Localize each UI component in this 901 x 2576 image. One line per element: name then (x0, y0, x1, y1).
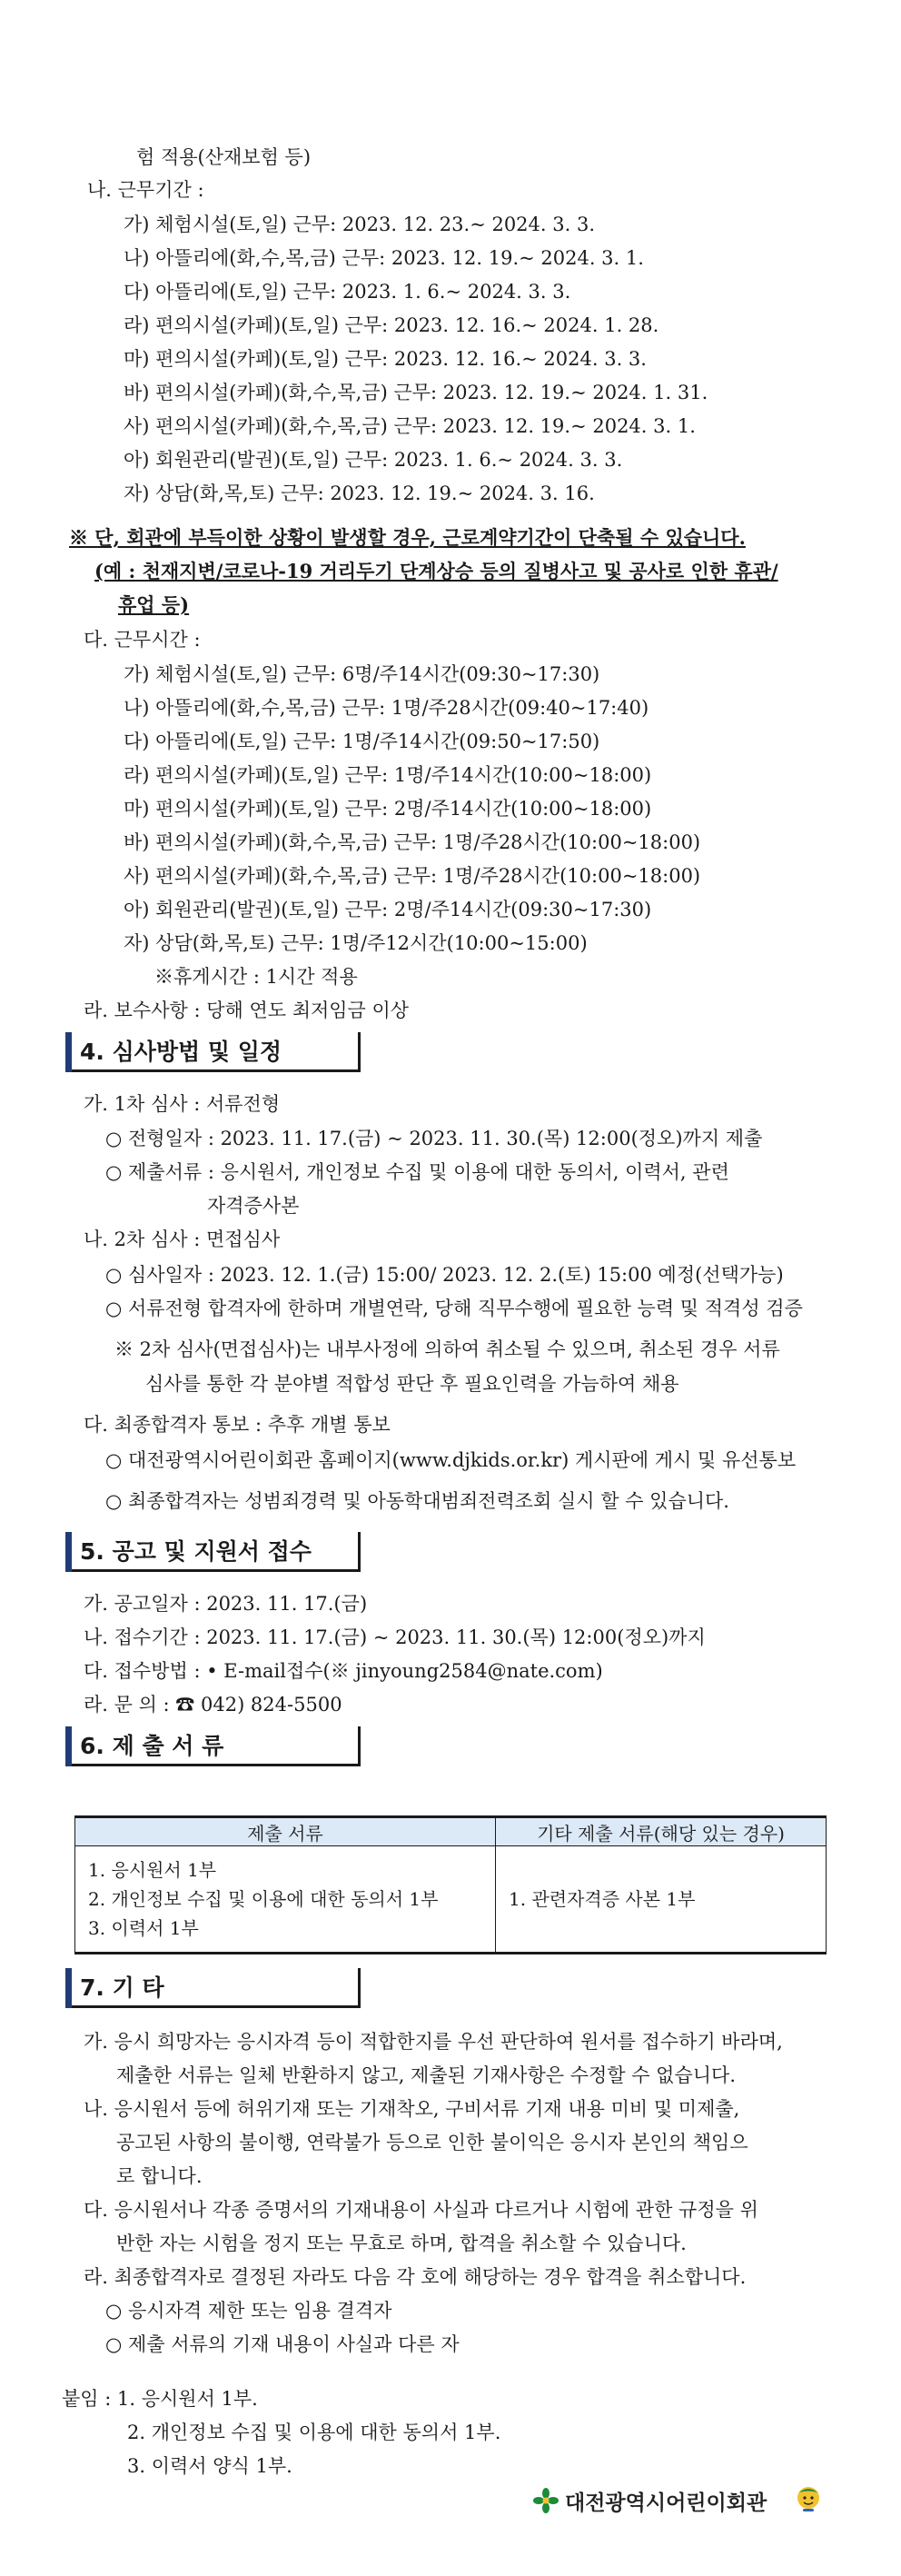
first-review-dates: ○ 전형일자 : 2023. 11. 17.(금) ~ 2023. 11. 30.(목) 12:00(정오)까지 제출 (105, 1128, 763, 1149)
work-period-item: 가) 체험시설(토,일) 근무: 2023. 12. 23.~ 2024. 3. 3. (124, 214, 596, 235)
work-hours-item: 바) 편의시설(카페)(화,수,목,금) 근무: 1명/주28시간(10:00~18:00) (124, 831, 701, 853)
first-review-docs-cont: 자격증사본 (207, 1195, 300, 1217)
work-hours-item: 가) 체험시설(토,일) 근무: 6명/주14시간(09:30~17:30) (124, 663, 600, 685)
work-period-item: 자) 상담(화,목,토) 근무: 2023. 12. 19.~ 2024. 3. 16. (124, 482, 595, 504)
attachments-heading: 붙임 : 1. 응시원서 1부. (62, 2388, 258, 2410)
work-hours-item: 다) 아뜰리에(토,일) 근무: 1명/주14시간(09:50~17:50) (124, 731, 600, 752)
work-period-item: 바) 편의시설(카페)(화,수,목,금) 근무: 2023. 12. 19.~ 2024. 1. 31. (124, 382, 708, 403)
work-period-item: 라) 편의시설(카페)(토,일) 근무: 2023. 12. 16.~ 2024. 1. 28. (124, 314, 659, 336)
misc-line: 제출한 서류는 일체 반환하지 않고, 제출된 기재사항은 수정할 수 없습니다. (116, 2064, 737, 2086)
work-hours-item: 사) 편의시설(카페)(화,수,목,금) 근무: 1명/주28시간(10:00~18:00) (124, 865, 701, 887)
required-docs-cell (75, 1846, 496, 1954)
second-review-desc: ○ 서류전형 합격자에 한하며 개별연락, 당해 직무수행에 필요한 능력 및 적격성 검증 (105, 1298, 803, 1319)
work-period-heading: 나. 근무기간 : (87, 179, 204, 201)
work-period-item: 다) 아뜰리에(토,일) 근무: 2023. 1. 6.~ 2024. 3. 3. (124, 281, 571, 303)
contract-notice: ※ 단, 회관에 부득이한 상황이 발생할 경우, 근로계약기간이 단축될 수 있습니다. (69, 526, 746, 549)
section-4-title: 4. 심사방법 및 일정 (80, 1039, 282, 1065)
work-hours-item: 아) 회원관리(발권)(토,일) 근무: 2명/주14시간(09:30~17:30) (124, 899, 652, 920)
section-7-header (65, 1968, 358, 2008)
attachment-item: 2. 개인정보 수집 및 이용에 대한 동의서 1부. (127, 2422, 501, 2443)
misc-line: 공고된 사항의 불이행, 연락불가 등으로 인한 불이익은 응시자 본인의 책임으 (116, 2132, 748, 2153)
org-name: 대전광역시어린이회관 (565, 2491, 767, 2515)
rest-time-note: ※휴게시간 : 1시간 적용 (154, 966, 358, 988)
section-6-header (65, 1726, 358, 1766)
contract-notice-example: (예 : 천재지변/코로나-19 거리두기 단계상승 등의 질병사고 및 공사로 인한 휴관/ (94, 560, 778, 582)
col-required-docs: 제출 서류 (75, 1817, 496, 1846)
misc-line: 가. 응시 희망자는 응시자격 등이 적합한지를 우선 판단하여 원서를 접수하기 바라며, (84, 2031, 783, 2053)
work-period-item: 나) 아뜰리에(화,수,목,금) 근무: 2023. 12. 19.~ 2024. 3. 1. (124, 247, 644, 269)
insurance-line: 험 적용(산재보험 등) (136, 146, 312, 168)
second-review-note-cont: 심사를 통한 각 분야별 적합성 판단 후 필요인력을 가늠하여 채용 (145, 1373, 679, 1395)
contract-notice-example-cont: 휴업 등) (118, 593, 190, 616)
mascot-icon (794, 2484, 823, 2513)
col-other-docs: 기타 제출 서류(해당 있는 경우) (496, 1817, 827, 1846)
work-hours-heading: 다. 근무시간 : (84, 629, 201, 651)
final-notice: 다. 최종합격자 통보 : 추후 개별 통보 (84, 1414, 391, 1436)
misc-line: 로 합니다. (116, 2165, 203, 2187)
misc-line: 다. 응시원서나 각종 증명서의 기재내용이 사실과 다르거나 시험에 관한 규정을 위 (84, 2199, 758, 2221)
section-6-title: 6. 제 출 서 류 (80, 1733, 224, 1759)
announce-date: 가. 공고일자 : 2023. 11. 17.(금) (84, 1593, 368, 1615)
other-docs-cell: 1. 관련자격증 사본 1부 (496, 1846, 827, 1954)
final-notice-check: ○ 최종합격자는 성범죄경력 및 아동학대범죄전력조회 실시 할 수 있습니다. (105, 1490, 729, 1512)
work-hours-item: 나) 아뜰리에(화,수,목,금) 근무: 1명/주28시간(09:40~17:40) (124, 697, 649, 719)
misc-line: ○ 응시자격 제한 또는 임용 결격자 (105, 2300, 392, 2322)
section-5-title: 5. 공고 및 지원서 접수 (80, 1538, 312, 1565)
receipt-method: 다. 접수방법 : • E-mail접수(※ jinyoung2584@nate.com) (84, 1660, 603, 1682)
first-review: 가. 1차 심사 : 서류전형 (84, 1093, 281, 1115)
second-review-dates: ○ 심사일자 : 2023. 12. 1.(금) 15:00/ 2023. 12. 2.(토) 15:00 예정(선택가능) (105, 1264, 784, 1286)
contact-line: 라. 문 의 : ☎ 042) 824-5500 (84, 1694, 342, 1716)
doc-item: 3. 이력서 1부 (88, 1917, 199, 1939)
misc-line: 나. 응시원서 등에 허위기재 또는 기재착오, 구비서류 기재 내용 미비 및 미제출, (84, 2098, 740, 2120)
work-period-item: 사) 편의시설(카페)(화,수,목,금) 근무: 2023. 12. 19.~ 2024. 3. 1. (124, 415, 696, 437)
doc-item: 2. 개인정보 수집 및 이용에 대한 동의서 1부 (88, 1888, 439, 1910)
section-7-title: 7. 기 타 (80, 1974, 164, 2001)
section-4-header (65, 1032, 358, 1072)
receipt-period: 나. 접수기간 : 2023. 11. 17.(금) ~ 2023. 11. 30.(목) 12:00(정오)까지 (84, 1626, 706, 1648)
second-review: 나. 2차 심사 : 면접심사 (84, 1228, 281, 1250)
work-period-item: 마) 편의시설(카페)(토,일) 근무: 2023. 12. 16.~ 2024. 3. 3. (124, 348, 647, 370)
second-review-note: ※ 2차 심사(면접심사)는 내부사정에 의하여 취소될 수 있으며, 취소된 경우 서류 (114, 1338, 780, 1360)
misc-line: 반한 자는 시험을 정지 또는 무효로 하며, 합격을 취소할 수 있습니다. (116, 2233, 687, 2254)
submission-table (74, 1815, 827, 1954)
section-5-header (65, 1532, 358, 1572)
misc-line: ○ 제출 서류의 기재 내용이 사실과 다른 자 (105, 2333, 460, 2355)
work-hours-item: 마) 편의시설(카페)(토,일) 근무: 2명/주14시간(10:00~18:00) (124, 798, 652, 820)
first-review-docs: ○ 제출서류 : 응시원서, 개인정보 수집 및 이용에 대한 동의서, 이력서, 관련 (105, 1161, 729, 1183)
work-hours-item: 자) 상담(화,목,토) 근무: 1명/주12시간(10:00~15:00) (124, 932, 588, 954)
work-period-item: 아) 회원관리(발권)(토,일) 근무: 2023. 1. 6.~ 2024. 3. 3. (124, 449, 623, 471)
attachment-item: 3. 이력서 양식 1부. (127, 2455, 292, 2477)
doc-item: 1. 응시원서 1부 (88, 1859, 217, 1881)
misc-line: 라. 최종합격자로 결정된 자라도 다음 각 호에 해당하는 경우 합격을 취소합니다. (84, 2266, 747, 2288)
pay-line: 라. 보수사항 : 당해 연도 최저임금 이상 (84, 1000, 410, 1021)
final-notice-web: ○ 대전광역시어린이회관 홈페이지(www.djkids.or.kr) 게시판에 게시 및 유선통보 (105, 1449, 797, 1471)
flower-icon (532, 2487, 559, 2514)
work-hours-item: 라) 편의시설(카페)(토,일) 근무: 1명/주14시간(10:00~18:00) (124, 764, 652, 786)
